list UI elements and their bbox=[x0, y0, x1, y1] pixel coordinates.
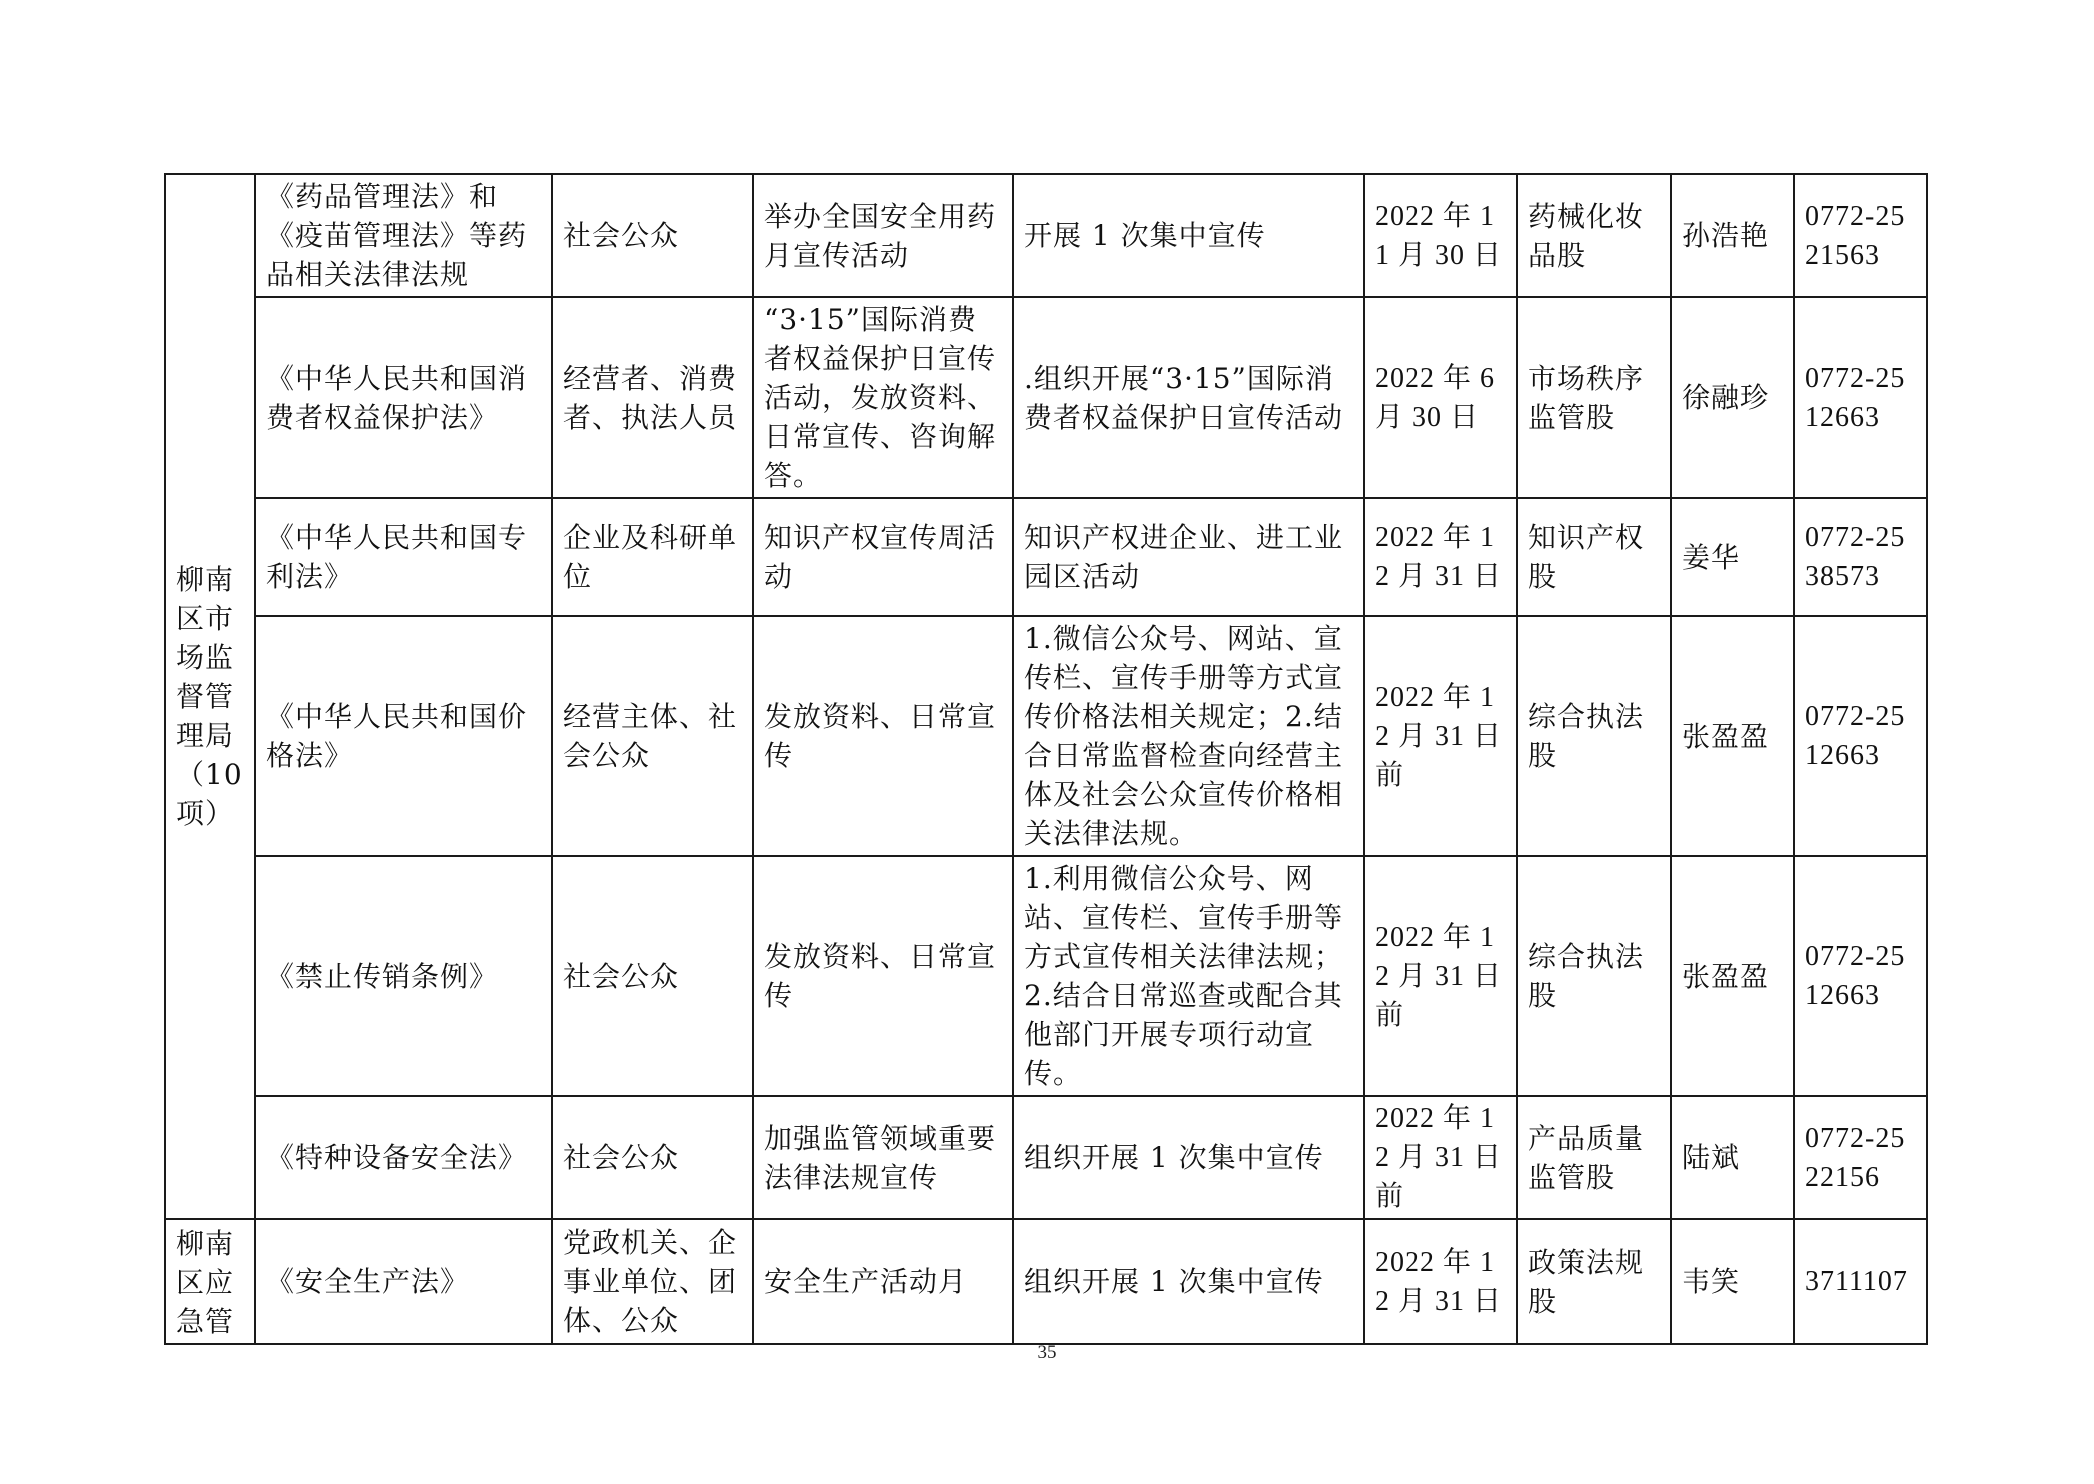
law-cell: 《药品管理法》和《疫苗管理法》等药品相关法律法规 bbox=[255, 174, 552, 297]
law-cell: 《安全生产法》 bbox=[255, 1219, 552, 1344]
activity-cell: 安全生产活动月 bbox=[753, 1219, 1013, 1344]
method-cell: .组织开展“3·15”国际消费者权益保护日宣传活动 bbox=[1013, 297, 1364, 498]
audience-cell: 经营主体、社会公众 bbox=[552, 616, 753, 856]
phone-cell: 3711107 bbox=[1794, 1219, 1927, 1344]
contact-person-cell: 姜华 bbox=[1671, 498, 1794, 616]
responsible-unit-cell: 综合执法股 bbox=[1517, 616, 1671, 856]
table-row bbox=[165, 616, 1927, 856]
page-number: 35 bbox=[1037, 1342, 1057, 1363]
audience-cell: 社会公众 bbox=[552, 856, 753, 1096]
publicity-plan-table bbox=[164, 173, 1928, 1345]
responsible-unit-cell: 药械化妆品股 bbox=[1517, 174, 1671, 297]
phone-cell: 0772-2538573 bbox=[1794, 498, 1927, 616]
deadline-cell: 2022 年 11 月 30 日 bbox=[1364, 174, 1517, 297]
responsible-unit-cell: 政策法规股 bbox=[1517, 1219, 1671, 1344]
method-cell: 开展 1 次集中宣传 bbox=[1013, 174, 1364, 297]
responsible-unit-cell: 市场秩序监管股 bbox=[1517, 297, 1671, 498]
activity-cell: 发放资料、日常宣传 bbox=[753, 856, 1013, 1096]
responsible-unit-cell: 产品质量监管股 bbox=[1517, 1096, 1671, 1219]
table-row bbox=[165, 498, 1927, 616]
audience-cell: 企业及科研单位 bbox=[552, 498, 753, 616]
activity-cell: 举办全国安全用药月宣传活动 bbox=[753, 174, 1013, 297]
responsible-unit-cell: 知识产权股 bbox=[1517, 498, 1671, 616]
method-cell: 1.利用微信公众号、网站、宣传栏、宣传手册等方式宣传相关法律法规；2.结合日常巡查或配合其他部门开展专项行动宣传。 bbox=[1013, 856, 1364, 1096]
department-cell: 柳南区市场监督管理局（10项） bbox=[165, 174, 255, 1219]
audience-cell: 经营者、消费者、执法人员 bbox=[552, 297, 753, 498]
activity-cell: 知识产权宣传周活动 bbox=[753, 498, 1013, 616]
deadline-cell: 2022 年 12 月 31 日 bbox=[1364, 498, 1517, 616]
law-cell: 《禁止传销条例》 bbox=[255, 856, 552, 1096]
law-cell: 《中华人民共和国价格法》 bbox=[255, 616, 552, 856]
contact-person-cell: 韦笑 bbox=[1671, 1219, 1794, 1344]
method-cell: 1.微信公众号、网站、宣传栏、宣传手册等方式宣传价格法相关规定；2.结合日常监督检查向经营主体及社会公众宣传价格相关法律法规。 bbox=[1013, 616, 1364, 856]
activity-cell: “3·15”国际消费者权益保护日宣传活动，发放资料、日常宣传、咨询解答。 bbox=[753, 297, 1013, 498]
activity-cell: 加强监管领域重要法律法规宣传 bbox=[753, 1096, 1013, 1219]
law-cell: 《中华人民共和国专利法》 bbox=[255, 498, 552, 616]
contact-person-cell: 陆斌 bbox=[1671, 1096, 1794, 1219]
contact-person-cell: 徐融珍 bbox=[1671, 297, 1794, 498]
activity-cell: 发放资料、日常宣传 bbox=[753, 616, 1013, 856]
deadline-cell: 2022 年 12 月 31 日前 bbox=[1364, 856, 1517, 1096]
table-row bbox=[165, 174, 1927, 297]
department-cell: 柳南区应急管 bbox=[165, 1219, 255, 1344]
phone-cell: 0772-2512663 bbox=[1794, 616, 1927, 856]
phone-cell: 0772-2521563 bbox=[1794, 174, 1927, 297]
deadline-cell: 2022 年 6 月 30 日 bbox=[1364, 297, 1517, 498]
contact-person-cell: 张盈盈 bbox=[1671, 616, 1794, 856]
table-row bbox=[165, 297, 1927, 498]
deadline-cell: 2022 年 12 月 31 日前 bbox=[1364, 1096, 1517, 1219]
law-cell: 《特种设备安全法》 bbox=[255, 1096, 552, 1219]
phone-cell: 0772-2512663 bbox=[1794, 856, 1927, 1096]
deadline-cell: 2022 年 12 月 31 日前 bbox=[1364, 616, 1517, 856]
phone-cell: 0772-2512663 bbox=[1794, 297, 1927, 498]
responsible-unit-cell: 综合执法股 bbox=[1517, 856, 1671, 1096]
phone-cell: 0772-2522156 bbox=[1794, 1096, 1927, 1219]
contact-person-cell: 张盈盈 bbox=[1671, 856, 1794, 1096]
audience-cell: 社会公众 bbox=[552, 1096, 753, 1219]
contact-person-cell: 孙浩艳 bbox=[1671, 174, 1794, 297]
method-cell: 组织开展 1 次集中宣传 bbox=[1013, 1096, 1364, 1219]
table-row bbox=[165, 856, 1927, 1096]
method-cell: 知识产权进企业、进工业园区活动 bbox=[1013, 498, 1364, 616]
table-row bbox=[165, 1096, 1927, 1219]
deadline-cell: 2022 年 12 月 31 日 bbox=[1364, 1219, 1517, 1344]
table-row bbox=[165, 1219, 1927, 1344]
audience-cell: 社会公众 bbox=[552, 174, 753, 297]
method-cell: 组织开展 1 次集中宣传 bbox=[1013, 1219, 1364, 1344]
audience-cell: 党政机关、企事业单位、团体、公众 bbox=[552, 1219, 753, 1344]
law-cell: 《中华人民共和国消费者权益保护法》 bbox=[255, 297, 552, 498]
